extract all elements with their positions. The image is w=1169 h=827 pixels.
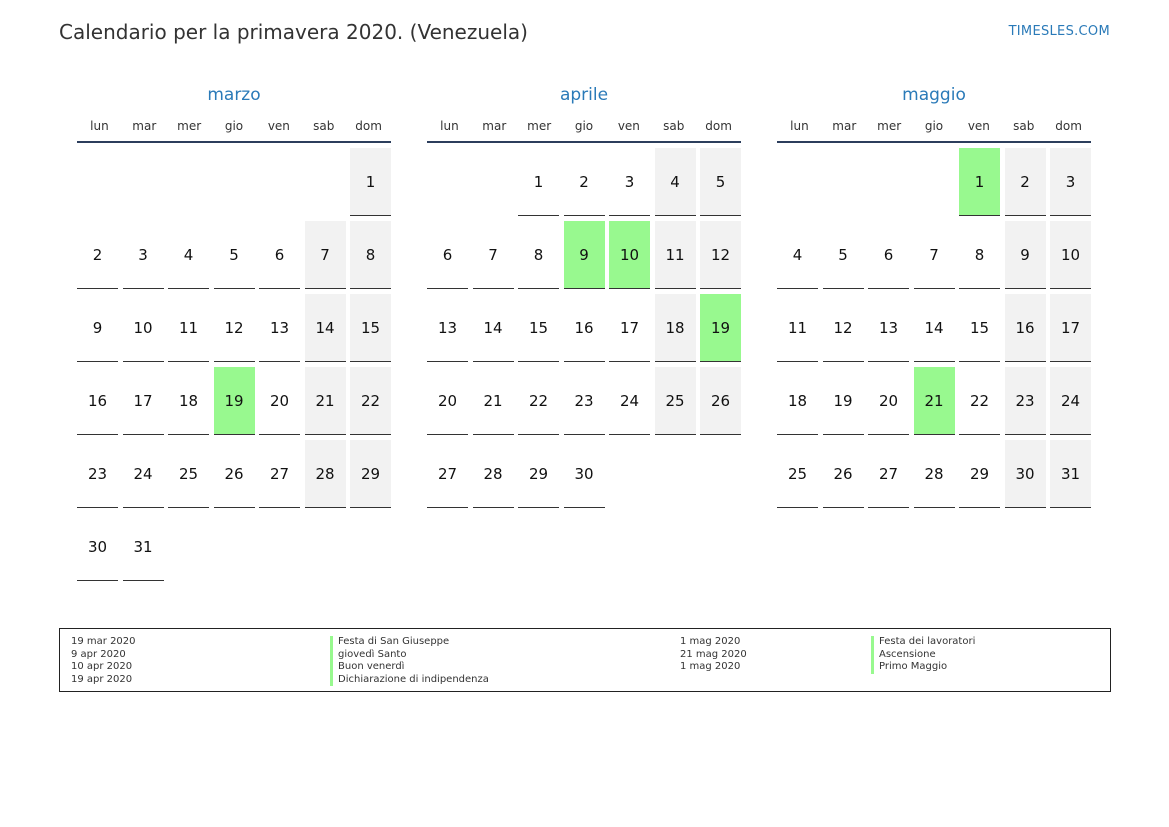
legend-names-left	[330, 636, 489, 686]
empty-cell	[123, 148, 164, 216]
days-grid	[777, 148, 1091, 508]
day-cell: 30	[564, 440, 605, 508]
day-cell: 23	[1005, 367, 1046, 435]
day-cell: 16	[564, 294, 605, 362]
day-cell: 27	[259, 440, 300, 508]
day-cell: 29	[518, 440, 559, 508]
month-name: aprile	[559, 85, 609, 105]
day-cell: 25	[168, 440, 209, 508]
weekday-label: mer	[177, 118, 202, 133]
day-cell: 20	[259, 367, 300, 435]
day-cell: 31	[123, 513, 164, 581]
day-cell: 13	[868, 294, 909, 362]
day-cell: 11	[655, 221, 696, 289]
day-cell: 21	[305, 367, 346, 435]
day-cell: 7	[473, 221, 514, 289]
weekday-label: ven	[267, 118, 290, 133]
legend-holiday: Festa di San Giuseppe	[330, 636, 489, 649]
day-cell: 16	[77, 367, 118, 435]
day-cell: 30	[1005, 440, 1046, 508]
day-cell: 21	[473, 367, 514, 435]
legend-date: 9 apr 2020	[71, 648, 126, 660]
legend-date: 1 mag 2020	[680, 636, 741, 647]
day-cell-holiday: 21	[914, 367, 955, 435]
day-cell: 15	[959, 294, 1000, 362]
empty-cell	[259, 148, 300, 216]
day-cell: 25	[655, 367, 696, 435]
empty-cell	[777, 148, 818, 216]
day-cell: 9	[1005, 221, 1046, 289]
month-march	[77, 84, 391, 581]
day-cell: 3	[123, 221, 164, 289]
weekday-label: lun	[790, 118, 809, 133]
day-cell: 26	[700, 367, 741, 435]
day-cell: 28	[473, 440, 514, 508]
day-cell: 24	[1050, 367, 1091, 435]
day-cell: 22	[959, 367, 1000, 435]
day-cell: 23	[77, 440, 118, 508]
weekday-label: mar	[482, 118, 507, 133]
day-cell: 17	[123, 367, 164, 435]
day-cell: 8	[350, 221, 391, 289]
day-cell: 27	[427, 440, 468, 508]
weekday-label: dom	[1055, 118, 1082, 133]
day-cell: 5	[823, 221, 864, 289]
days-grid	[427, 148, 741, 508]
day-cell: 17	[1050, 294, 1091, 362]
day-cell: 4	[777, 221, 818, 289]
day-cell-holiday: 9	[564, 221, 605, 289]
day-cell: 20	[868, 367, 909, 435]
legend-holiday: Dichiarazione di indipendenza	[330, 674, 489, 687]
day-cell: 11	[777, 294, 818, 362]
day-cell-holiday: 19	[700, 294, 741, 362]
day-cell: 15	[350, 294, 391, 362]
weekday-label: dom	[355, 118, 382, 133]
day-cell: 10	[1050, 221, 1091, 289]
day-cell: 8	[518, 221, 559, 289]
empty-cell	[305, 148, 346, 216]
weekday-label: sab	[313, 118, 335, 133]
weekday-label: gio	[224, 118, 244, 133]
day-cell: 20	[427, 367, 468, 435]
legend-names-right	[871, 636, 975, 674]
empty-cell	[473, 148, 514, 216]
legend-holiday: Ascensione	[871, 649, 975, 662]
legend-holiday: Buon venerdì	[330, 661, 489, 674]
weekday-label: lun	[90, 118, 109, 133]
month-name: maggio	[902, 85, 966, 105]
day-cell: 16	[1005, 294, 1046, 362]
empty-cell	[168, 148, 209, 216]
day-cell: 12	[823, 294, 864, 362]
day-cell: 24	[609, 367, 650, 435]
day-cell: 26	[823, 440, 864, 508]
day-cell: 8	[959, 221, 1000, 289]
day-cell: 12	[214, 294, 255, 362]
day-cell: 28	[305, 440, 346, 508]
day-cell: 4	[655, 148, 696, 216]
weekday-label: mer	[877, 118, 902, 133]
weekday-header	[427, 116, 741, 143]
day-cell: 17	[609, 294, 650, 362]
day-cell: 9	[77, 294, 118, 362]
day-cell: 6	[259, 221, 300, 289]
weekday-label: gio	[924, 118, 944, 133]
day-cell: 31	[1050, 440, 1091, 508]
days-grid	[77, 148, 391, 581]
legend-date: 19 apr 2020	[71, 673, 133, 685]
weekday-label: mar	[132, 118, 157, 133]
weekday-label: sab	[663, 118, 685, 133]
weekday-label: ven	[617, 118, 640, 133]
day-cell: 2	[564, 148, 605, 216]
day-cell: 22	[350, 367, 391, 435]
day-cell: 24	[123, 440, 164, 508]
day-cell: 10	[123, 294, 164, 362]
legend-date: 19 mar 2020	[71, 636, 136, 647]
legend-dates-right	[680, 636, 747, 674]
empty-cell	[823, 148, 864, 216]
day-cell: 4	[168, 221, 209, 289]
day-cell-holiday: 10	[609, 221, 650, 289]
day-cell: 19	[823, 367, 864, 435]
month-april	[427, 84, 741, 508]
empty-cell	[77, 148, 118, 216]
weekday-header	[77, 116, 391, 143]
site-link[interactable]: TIMESLES.COM	[1008, 24, 1110, 39]
weekday-label: gio	[574, 118, 594, 133]
day-cell: 25	[777, 440, 818, 508]
day-cell: 11	[168, 294, 209, 362]
empty-cell	[214, 148, 255, 216]
day-cell: 29	[959, 440, 1000, 508]
day-cell: 12	[700, 221, 741, 289]
day-cell-holiday: 19	[214, 367, 255, 435]
legend-holiday: Primo Maggio	[871, 661, 975, 674]
day-cell: 3	[1050, 148, 1091, 216]
day-cell: 18	[777, 367, 818, 435]
legend-date: 10 apr 2020	[71, 661, 133, 672]
weekday-header	[777, 116, 1091, 143]
legend-date: 1 mag 2020	[680, 661, 741, 672]
weekday-label: dom	[705, 118, 732, 133]
legend-dates-left	[71, 636, 136, 686]
day-cell: 15	[518, 294, 559, 362]
day-cell: 2	[77, 221, 118, 289]
weekday-label: ven	[967, 118, 990, 133]
empty-cell	[914, 148, 955, 216]
month-may	[777, 84, 1091, 508]
month-name: marzo	[207, 85, 261, 105]
legend-date: 21 mag 2020	[680, 648, 747, 660]
day-cell: 13	[259, 294, 300, 362]
day-cell: 13	[427, 294, 468, 362]
day-cell: 14	[305, 294, 346, 362]
day-cell-holiday: 1	[959, 148, 1000, 216]
day-cell: 18	[168, 367, 209, 435]
legend-holiday: Festa dei lavoratori	[871, 636, 975, 649]
day-cell: 5	[700, 148, 741, 216]
day-cell: 14	[473, 294, 514, 362]
day-cell: 23	[564, 367, 605, 435]
holiday-legend	[59, 628, 1111, 692]
weekday-label: mar	[832, 118, 857, 133]
page-title: Calendario per la primavera 2020. (Venezuela)	[59, 20, 528, 44]
day-cell: 5	[214, 221, 255, 289]
day-cell: 6	[868, 221, 909, 289]
weekday-label: lun	[440, 118, 459, 133]
day-cell: 29	[350, 440, 391, 508]
day-cell: 27	[868, 440, 909, 508]
day-cell: 3	[609, 148, 650, 216]
day-cell: 1	[350, 148, 391, 216]
day-cell: 28	[914, 440, 955, 508]
day-cell: 2	[1005, 148, 1046, 216]
day-cell: 30	[77, 513, 118, 581]
weekday-label: mer	[527, 118, 552, 133]
empty-cell	[868, 148, 909, 216]
empty-cell	[427, 148, 468, 216]
day-cell: 26	[214, 440, 255, 508]
weekday-label: sab	[1013, 118, 1035, 133]
day-cell: 7	[914, 221, 955, 289]
day-cell: 14	[914, 294, 955, 362]
legend-holiday: giovedì Santo	[330, 649, 489, 662]
day-cell: 18	[655, 294, 696, 362]
day-cell: 7	[305, 221, 346, 289]
day-cell: 1	[518, 148, 559, 216]
day-cell: 22	[518, 367, 559, 435]
day-cell: 6	[427, 221, 468, 289]
